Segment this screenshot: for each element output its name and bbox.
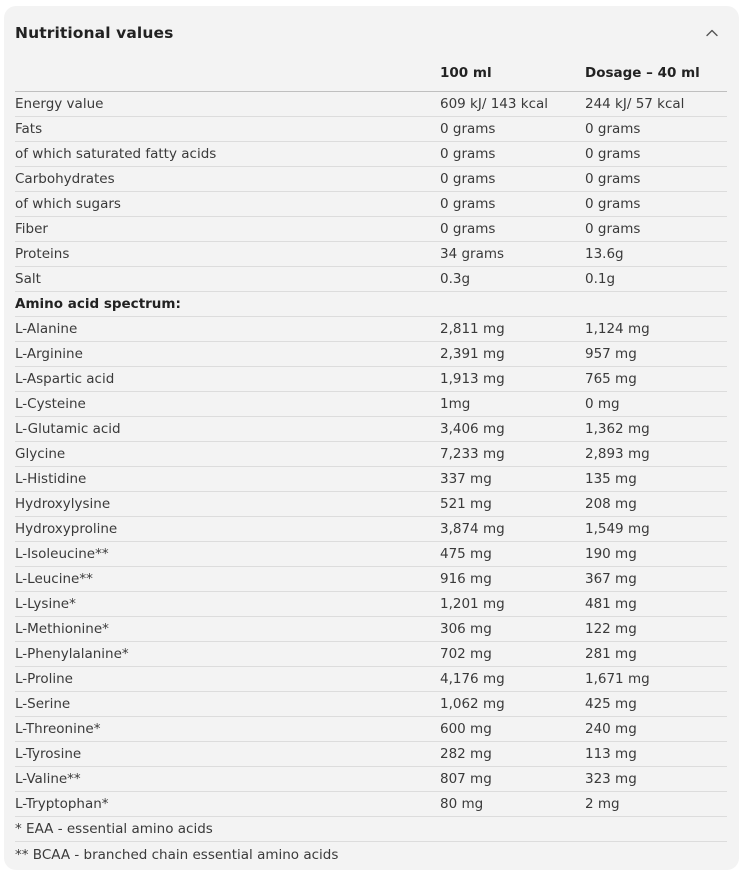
value-100ml-cell: 1,201 mg — [440, 596, 505, 612]
value-100ml-cell: 34 grams — [440, 246, 505, 262]
panel-title: Nutritional values — [15, 24, 174, 42]
nutrient-name-cell: Carbohydrates — [15, 171, 115, 187]
value-dosage-cell: 2 mg — [585, 796, 620, 812]
nutrient-name-cell: L-Tyrosine — [15, 746, 82, 762]
value-dosage-cell: 0 grams — [585, 196, 641, 212]
value-dosage-cell: 0.1g — [585, 271, 616, 287]
value-100ml-cell: 3,406 mg — [440, 421, 505, 437]
table-row — [15, 192, 727, 217]
value-100ml-cell: 80 mg — [440, 796, 484, 812]
table-row — [15, 742, 727, 767]
value-100ml-cell: 1,913 mg — [440, 371, 505, 387]
value-dosage-cell: 13.6g — [585, 246, 624, 262]
value-100ml-cell: 0 grams — [440, 121, 496, 137]
table-row — [15, 467, 727, 492]
nutritional-values-panel — [4, 6, 739, 870]
table-row — [15, 267, 727, 292]
amino-acid-section-header — [15, 292, 727, 317]
table-row — [15, 342, 727, 367]
nutrient-name-cell: Salt — [15, 271, 41, 287]
value-100ml-cell: 600 mg — [440, 721, 492, 737]
value-dosage-cell: 190 mg — [585, 546, 637, 562]
value-dosage-cell: 240 mg — [585, 721, 637, 737]
chevron-up-icon[interactable] — [703, 24, 721, 42]
table-row — [15, 417, 727, 442]
value-100ml-cell: 2,811 mg — [440, 321, 505, 337]
table-header-row — [15, 54, 727, 92]
table-row — [15, 117, 727, 142]
value-dosage-cell: 0 grams — [585, 221, 641, 237]
value-dosage-cell: 481 mg — [585, 596, 637, 612]
nutrient-name-cell: Hydroxyproline — [15, 521, 118, 537]
table-row — [15, 242, 727, 267]
value-dosage-cell: 1,362 mg — [585, 421, 650, 437]
value-100ml-cell: 4,176 mg — [440, 671, 505, 687]
table-row — [15, 92, 727, 117]
table-row — [15, 692, 727, 717]
value-100ml-cell: 807 mg — [440, 771, 492, 787]
value-dosage-cell: 113 mg — [585, 746, 637, 762]
table-row — [15, 367, 727, 392]
nutrient-name-cell: L-Threonine* — [15, 721, 101, 737]
table-row — [15, 792, 727, 817]
table-row — [15, 517, 727, 542]
nutrient-name-cell: L-Serine — [15, 696, 71, 712]
value-dosage-cell: 0 grams — [585, 171, 641, 187]
value-100ml-cell: 0 grams — [440, 196, 496, 212]
value-dosage-cell: 425 mg — [585, 696, 637, 712]
value-dosage-cell: 0 mg — [585, 396, 620, 412]
nutrient-name-cell: L-Glutamic acid — [15, 421, 121, 437]
nutrient-name-cell: L-Tryptophan* — [15, 796, 109, 812]
value-100ml-cell: 475 mg — [440, 546, 492, 562]
value-dosage-cell: 367 mg — [585, 571, 637, 587]
nutrient-name-cell: Energy value — [15, 96, 104, 112]
value-100ml-cell: 0 grams — [440, 146, 496, 162]
value-100ml-cell: 2,391 mg — [440, 346, 505, 362]
nutrient-name-cell: Fiber — [15, 221, 48, 237]
value-100ml-cell: 1,062 mg — [440, 696, 505, 712]
value-100ml-cell: 0.3g — [440, 271, 471, 287]
value-100ml-cell: 916 mg — [440, 571, 492, 587]
nutrient-name-cell: L-Leucine** — [15, 571, 93, 587]
table-row — [15, 167, 727, 192]
value-100ml-cell: 1mg — [440, 396, 471, 412]
table-row — [15, 667, 727, 692]
footnote-text: ** BCAA - branched chain essential amino acids — [15, 846, 339, 863]
value-dosage-cell: 1,549 mg — [585, 521, 650, 537]
table-row — [15, 567, 727, 592]
table-row — [15, 492, 727, 517]
panel-header[interactable] — [15, 14, 727, 52]
value-dosage-cell: 244 kJ/ 57 kcal — [585, 96, 685, 112]
nutrient-name-cell: L-Arginine — [15, 346, 83, 362]
value-dosage-cell: 208 mg — [585, 496, 637, 512]
value-dosage-cell: 2,893 mg — [585, 446, 650, 462]
value-dosage-cell: 122 mg — [585, 621, 637, 637]
nutrient-name-cell: Hydroxylysine — [15, 496, 111, 512]
value-100ml-cell: 0 grams — [440, 221, 496, 237]
nutrient-name-cell: L-Methionine* — [15, 621, 109, 637]
table-row — [15, 217, 727, 242]
nutrient-name-cell: L-Aspartic acid — [15, 371, 115, 387]
value-dosage-cell: 323 mg — [585, 771, 637, 787]
column-header-100ml: 100 ml — [440, 64, 492, 81]
value-100ml-cell: 609 kJ/ 143 kcal — [440, 96, 549, 112]
table-row — [15, 142, 727, 167]
nutrient-name-cell: L-Isoleucine** — [15, 546, 109, 562]
nutrition-table — [15, 54, 727, 867]
value-dosage-cell: 957 mg — [585, 346, 637, 362]
value-100ml-cell: 0 grams — [440, 171, 496, 187]
value-dosage-cell: 765 mg — [585, 371, 637, 387]
table-row — [15, 642, 727, 667]
value-dosage-cell: 1,124 mg — [585, 321, 650, 337]
value-100ml-cell: 306 mg — [440, 621, 492, 637]
nutrient-name-cell: L-Proline — [15, 671, 73, 687]
nutrient-name-cell: L-Histidine — [15, 471, 87, 487]
table-row — [15, 617, 727, 642]
nutrient-name-cell: Fats — [15, 121, 43, 137]
nutrient-name-cell: L-Cysteine — [15, 396, 86, 412]
table-row — [15, 392, 727, 417]
table-row — [15, 542, 727, 567]
value-100ml-cell: 521 mg — [440, 496, 492, 512]
table-row — [15, 442, 727, 467]
column-header-dosage: Dosage – 40 ml — [585, 64, 700, 81]
value-dosage-cell: 0 grams — [585, 146, 641, 162]
value-100ml-cell: 282 mg — [440, 746, 492, 762]
table-row — [15, 767, 727, 792]
table-row — [15, 317, 727, 342]
nutrient-name-cell: of which saturated fatty acids — [15, 146, 217, 162]
section-label: Amino acid spectrum: — [15, 296, 181, 312]
nutrient-name-cell: of which sugars — [15, 196, 121, 212]
nutrient-name-cell: L-Phenylalanine* — [15, 646, 129, 662]
nutrient-name-cell: Proteins — [15, 246, 70, 262]
footnote-row — [15, 817, 727, 842]
footnote-text: * EAA - essential amino acids — [15, 821, 213, 837]
nutrient-name-cell: L-Alanine — [15, 321, 78, 337]
value-100ml-cell: 3,874 mg — [440, 521, 505, 537]
value-dosage-cell: 1,671 mg — [585, 671, 650, 687]
value-dosage-cell: 135 mg — [585, 471, 637, 487]
nutrient-name-cell: L-Valine** — [15, 771, 81, 787]
value-100ml-cell: 337 mg — [440, 471, 492, 487]
nutrient-name-cell: L-Lysine* — [15, 596, 76, 612]
value-dosage-cell: 281 mg — [585, 646, 637, 662]
value-100ml-cell: 702 mg — [440, 646, 492, 662]
value-100ml-cell: 7,233 mg — [440, 446, 505, 462]
table-row — [15, 592, 727, 617]
value-dosage-cell: 0 grams — [585, 121, 641, 137]
table-row — [15, 717, 727, 742]
nutrient-name-cell: Glycine — [15, 446, 66, 462]
footnote-row — [15, 842, 727, 867]
